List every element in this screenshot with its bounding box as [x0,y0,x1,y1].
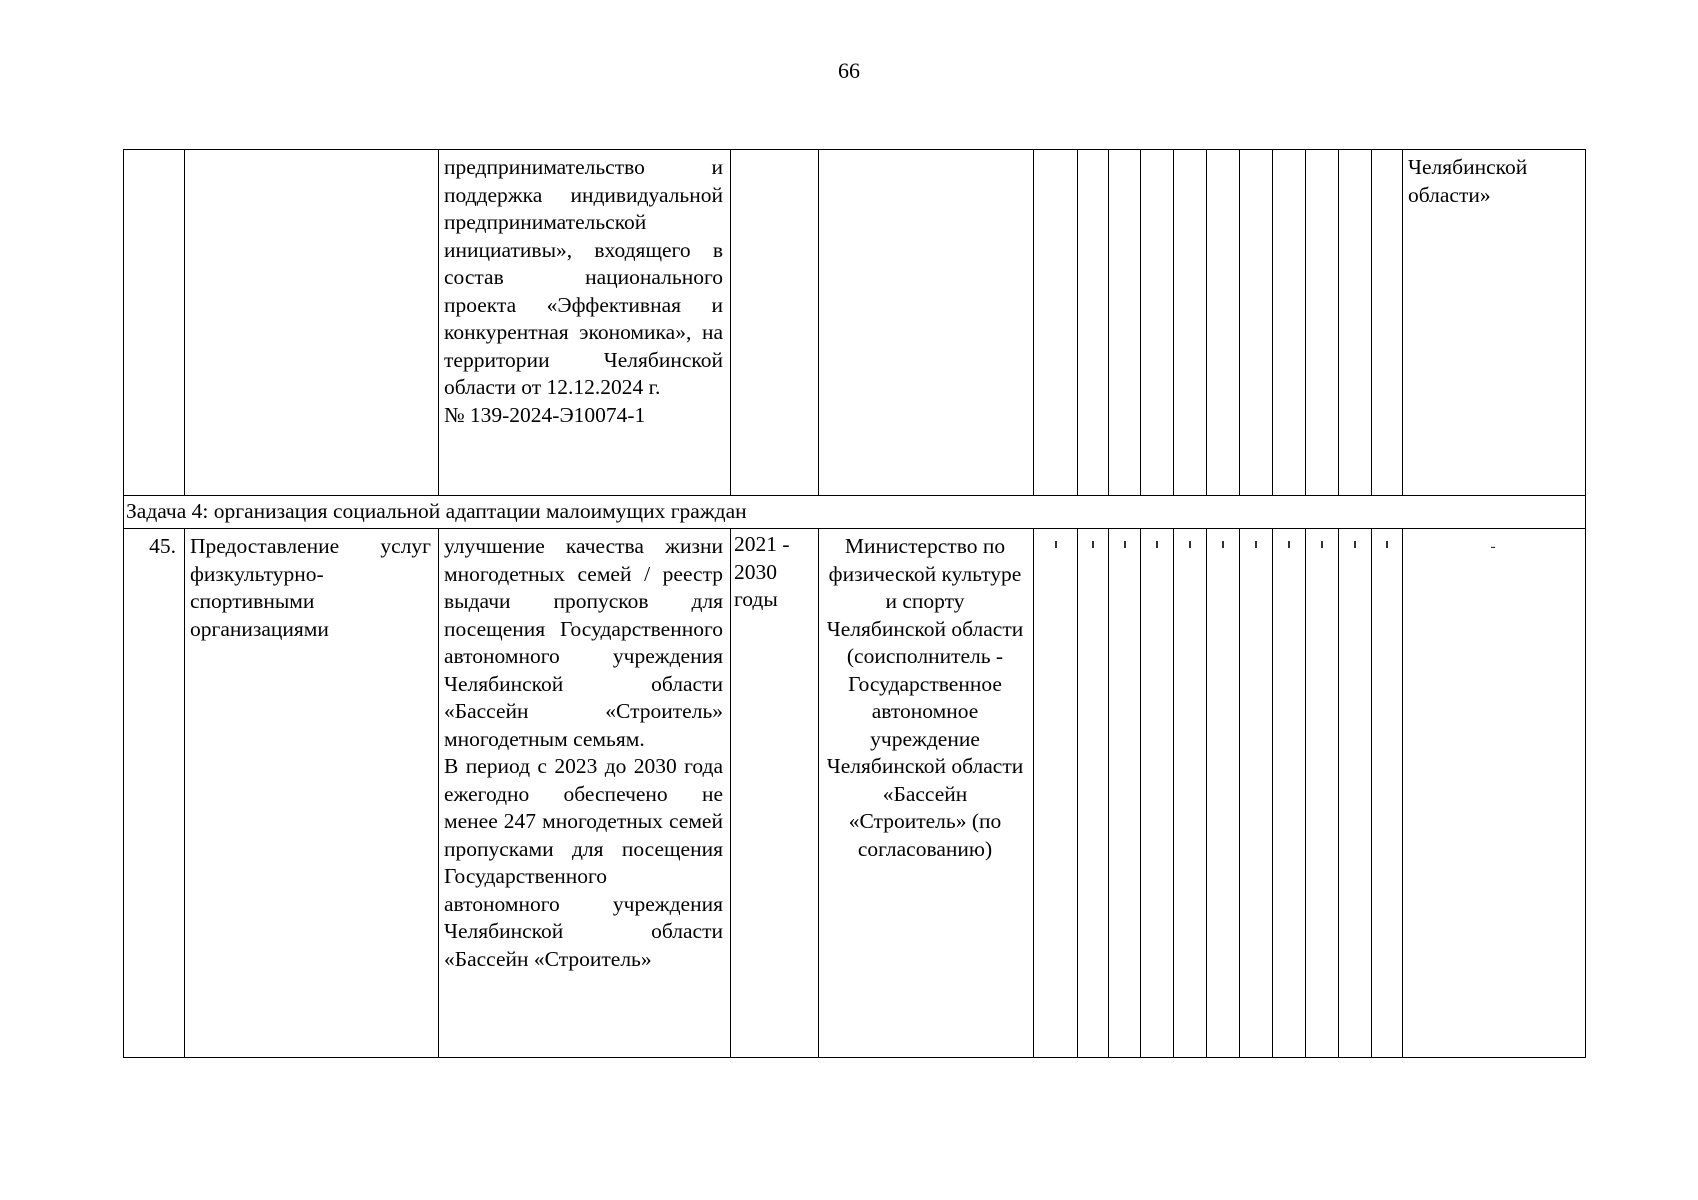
cell-year-11 [1372,529,1403,1058]
cell-year-8 [1273,529,1306,1058]
cell-period [731,150,819,496]
dash-mark [1354,541,1356,548]
cell-year-2 [1078,150,1109,496]
dash-mark [1222,541,1224,548]
executor-text: Министерство по физической культуре и спорту Челябинской области (соисполнитель - Государственное автономное учреждение Челябинской области «Бассейн «Строитель» (по согласованию) [826,534,1024,861]
task-heading-row [124,496,1586,529]
cell-number [124,150,185,496]
cell-executor [819,150,1034,496]
dash-mark [1255,541,1257,548]
cell-executor [819,529,1034,1058]
dash-mark [1055,541,1057,548]
dash-mark [1156,541,1158,548]
cell-year-10 [1339,529,1372,1058]
cell-year-3 [1109,150,1141,496]
cell-note [1403,529,1586,1058]
dash-mark [1321,541,1323,548]
cell-year-9 [1306,150,1339,496]
cell-year-2 [1078,529,1109,1058]
period-text: 2021 - 2030 годы [734,532,790,611]
dash-mark [1288,541,1290,548]
cell-year-7 [1240,529,1273,1058]
cell-note [1403,150,1586,496]
cell-year-7 [1240,150,1273,496]
row-number: 45. [124,529,185,1058]
cell-period [731,529,819,1058]
result-text-1: улучшение качества жизни многодетных семей / реестр выдачи пропусков для посещения Государственного автономного учреждения Челябинской области «Бассейн «Строитель» многодетным семьям. [444,534,723,751]
dash-mark [1386,541,1388,548]
table-row-45 [124,529,1586,1058]
cell-year-5 [1174,529,1207,1058]
result-text-2: В период с 2023 до 2030 года ежегодно обеспечено не менее 247 многодетных семей пропусками для посещения Государственного автономного учреждения Челябинской области «Бассейн «Строитель» [444,754,723,971]
note-text: Челябинской области» [1408,155,1528,207]
measures-table [123,149,1586,1058]
note-dash: - [1490,538,1496,555]
dash-mark [1189,541,1191,548]
cell-year-6 [1207,150,1240,496]
cell-year-3 [1109,529,1141,1058]
page-number: 66 [838,58,860,83]
cell-year-8 [1273,150,1306,496]
cell-year-9 [1306,529,1339,1058]
cell-event [185,150,439,496]
cell-event [185,529,439,1058]
cell-year-10 [1339,150,1372,496]
cell-year-4 [1141,150,1174,496]
cell-result [439,150,731,496]
table-row-continued [124,150,1586,496]
cell-year-5 [1174,150,1207,496]
cell-year-1 [1034,150,1078,496]
cell-year-1 [1034,529,1078,1058]
dash-mark [1092,541,1094,548]
result-doc-number: № 139-2024-Э10074-1 [444,402,646,427]
dash-mark [1124,541,1126,548]
cell-year-4 [1141,529,1174,1058]
cell-year-11 [1372,150,1403,496]
cell-year-6 [1207,529,1240,1058]
cell-result [439,529,731,1058]
event-text: Предоставление услуг физкультурно-спортивными организациями [190,534,431,641]
result-text: предпринимательство и поддержка индивидуальной предпринимательской инициативы», входящего в состав национального проекта «Эффективная и конкурентная экономика», на территории Челябинской области от 12.12.2024 г. [444,155,723,399]
task-heading: Задача 4: организация социальной адаптации малоимущих граждан [124,496,1586,529]
